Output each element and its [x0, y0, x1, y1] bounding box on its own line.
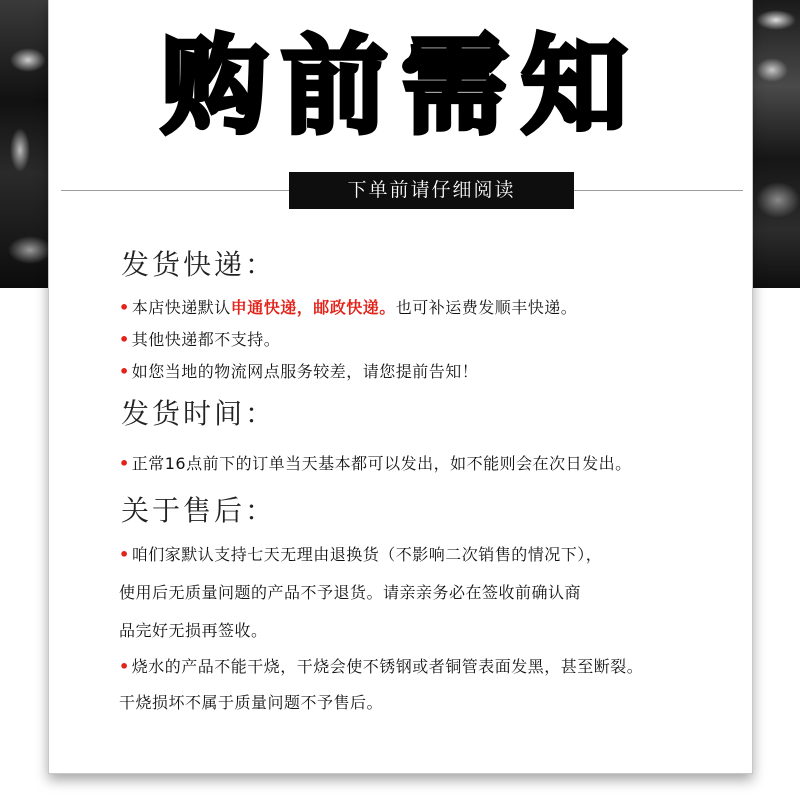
after-sales-item-2: [119, 656, 643, 678]
bullet-icon: •: [119, 545, 130, 564]
shipping-item-2: [119, 329, 280, 351]
ship-time-item-1: [119, 453, 632, 475]
after-sales-item-2-line-2: 干烧损坏不属于质量问题不予售后。: [119, 693, 384, 712]
shipping-item-1-highlight: 申通快递，邮政快递。: [230, 298, 396, 317]
section-heading-after-sales: 关于售后：: [121, 494, 277, 527]
after-sales-item-1-text: 咱们家默认支持七天无理由退换货（不影响二次销售的情况下），: [131, 545, 603, 564]
notice-card: [48, 0, 753, 774]
page-title: 购前需知: [161, 25, 642, 148]
after-sales-item-1-line-3: 品完好无损再签收。: [119, 621, 268, 640]
bullet-icon: •: [119, 330, 130, 349]
section-heading-ship-time: 发货时间：: [121, 397, 277, 430]
shipping-item-1-before: 本店快递默认: [131, 298, 231, 317]
background-photo-right: [752, 0, 800, 288]
bullet-icon: •: [119, 657, 130, 676]
after-sales-item-2-text: 烧水的产品不能干烧，干烧会使不锈钢或者铜管表面发黑，甚至断裂。: [131, 657, 644, 676]
background-photo-left: [0, 0, 48, 288]
bullet-icon: •: [119, 298, 130, 317]
shipping-item-1-after: 也可补运费发顺丰快递。: [395, 298, 578, 317]
after-sales-item-1-line-2: 使用后无质量问题的产品不予退货。请亲亲务必在签收前确认商: [119, 583, 582, 602]
subtitle-banner: 下单前请仔细阅读: [289, 172, 574, 209]
bullet-icon: •: [119, 454, 130, 473]
bullet-icon: •: [119, 362, 130, 381]
shipping-item-2-text: 其他快递都不支持。: [131, 330, 281, 349]
ship-time-item-1-text: 正常16点前下的订单当天基本都可以发出，如不能则会在次日发出。: [131, 454, 632, 473]
shipping-item-3-text: 如您当地的物流网点服务较差，请您提前告知！: [131, 362, 479, 381]
shipping-item-1: [119, 297, 577, 319]
after-sales-item-1: [119, 544, 602, 566]
shipping-item-3: [119, 361, 478, 383]
section-heading-shipping: 发货快递：: [121, 248, 277, 281]
